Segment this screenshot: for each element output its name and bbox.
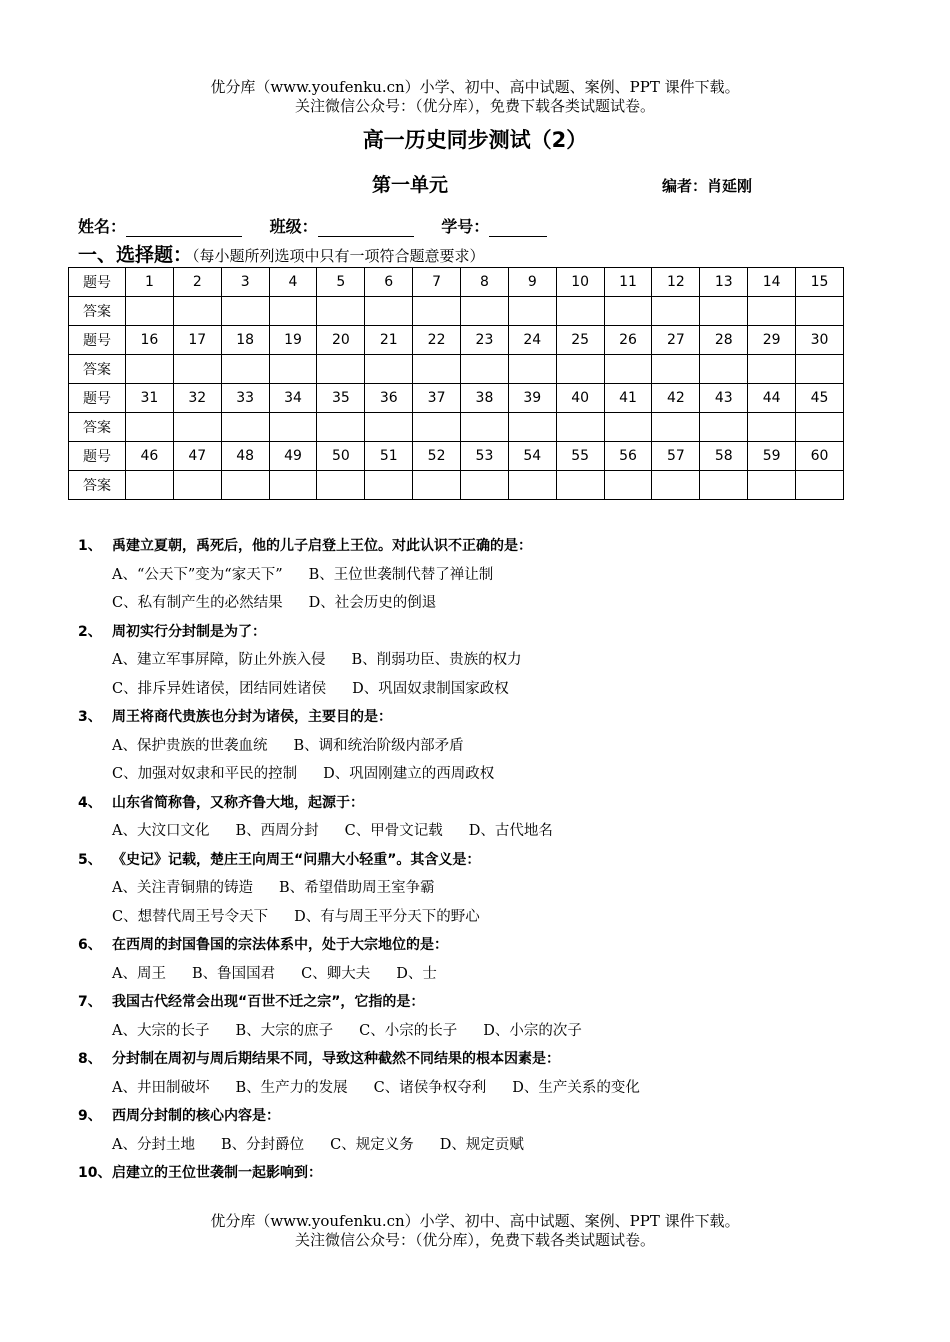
grid-question-number: 19 bbox=[269, 326, 317, 355]
grid-question-number: 41 bbox=[604, 384, 652, 413]
grid-answer-cell[interactable] bbox=[221, 413, 269, 442]
answer-option: C、诸侯争权夺利 bbox=[373, 1079, 487, 1096]
answer-option: B、削弱功臣、贵族的权力 bbox=[351, 652, 522, 668]
id-label: 学号： bbox=[441, 217, 490, 236]
answer-option: A、大汶口文化 bbox=[112, 823, 210, 839]
answer-option: A、关注青铜鼎的铸造 bbox=[112, 880, 253, 896]
grid-question-number: 54 bbox=[508, 442, 556, 471]
header-line-2: 关注微信公众号：（优分库），免费下载各类试题试卷。 bbox=[294, 97, 655, 115]
grid-answer-cell[interactable] bbox=[461, 355, 509, 384]
answer-option: D、巩固刚建立的西周政权 bbox=[323, 766, 495, 782]
grid-answer-cell[interactable] bbox=[413, 355, 461, 384]
answer-option: B、鲁国国君 bbox=[191, 965, 276, 982]
question-text: 在西周的封国鲁国的宗法体系中，处于大宗地位的是： bbox=[112, 937, 448, 953]
grid-question-number: 18 bbox=[221, 326, 269, 355]
grid-question-number: 5 bbox=[317, 268, 365, 297]
grid-question-number: 29 bbox=[748, 326, 796, 355]
answer-option: B、生产力的发展 bbox=[235, 1079, 348, 1096]
question-text: 启建立的王位世袭制一起影响到： bbox=[112, 1165, 322, 1181]
grid-answer-cell[interactable] bbox=[221, 297, 269, 326]
answer-option: D、社会历史的倒退 bbox=[308, 595, 437, 611]
option-line bbox=[78, 960, 878, 989]
grid-question-number: 25 bbox=[556, 326, 604, 355]
question-text: 周王将商代贵族也分封为诸侯，主要目的是： bbox=[112, 709, 392, 725]
grid-answer-cell[interactable] bbox=[221, 471, 269, 500]
grid-answer-cell[interactable] bbox=[269, 297, 317, 326]
grid-question-number: 49 bbox=[269, 442, 317, 471]
question-list bbox=[78, 532, 878, 1188]
grid-question-number: 45 bbox=[796, 384, 844, 413]
answer-option: D、士 bbox=[396, 965, 437, 982]
option-line bbox=[78, 589, 878, 618]
answer-option: A、大宗的长子 bbox=[112, 1022, 210, 1039]
grid-answer-cell[interactable] bbox=[365, 413, 413, 442]
option-line bbox=[78, 1017, 878, 1046]
grid-answer-cell[interactable] bbox=[604, 355, 652, 384]
grid-answer-cell[interactable] bbox=[652, 471, 700, 500]
grid-answer-cell[interactable] bbox=[508, 297, 556, 326]
grid-answer-cell[interactable] bbox=[748, 413, 796, 442]
answer-grid bbox=[68, 267, 844, 500]
grid-question-number: 14 bbox=[748, 268, 796, 297]
question-stem bbox=[78, 532, 878, 561]
author-line: 编者：肖延刚 bbox=[662, 177, 753, 195]
grid-question-number: 6 bbox=[365, 268, 413, 297]
grid-question-number: 44 bbox=[748, 384, 796, 413]
question-number: 1、 bbox=[78, 538, 102, 554]
grid-question-number: 50 bbox=[317, 442, 365, 471]
answer-option: D、小宗的次子 bbox=[483, 1022, 582, 1039]
grid-number-row bbox=[69, 268, 844, 297]
grid-answer-label: 答案 bbox=[69, 355, 126, 384]
answer-option: C、小宗的长子 bbox=[359, 1022, 458, 1039]
question-number: 5、 bbox=[78, 851, 102, 868]
answer-option: D、古代地名 bbox=[468, 823, 553, 839]
option-line bbox=[78, 646, 878, 675]
footer-line-2: 关注微信公众号：（优分库），免费下载各类试题试卷。 bbox=[294, 1231, 655, 1249]
grid-question-number: 35 bbox=[317, 384, 365, 413]
option-line bbox=[78, 903, 878, 932]
grid-answer-cell[interactable] bbox=[269, 471, 317, 500]
grid-answer-cell[interactable] bbox=[556, 413, 604, 442]
grid-question-number: 30 bbox=[796, 326, 844, 355]
grid-question-number: 43 bbox=[700, 384, 748, 413]
grid-question-number: 23 bbox=[461, 326, 509, 355]
answer-option: C、规定义务 bbox=[330, 1136, 414, 1153]
option-line bbox=[78, 1074, 878, 1103]
answer-option: A、“公天下”变为“家天下” bbox=[112, 566, 283, 583]
answer-option: C、加强对奴隶和平民的控制 bbox=[112, 766, 298, 782]
grid-question-number: 37 bbox=[413, 384, 461, 413]
grid-answer-cell[interactable] bbox=[317, 355, 365, 384]
grid-question-number: 27 bbox=[652, 326, 700, 355]
grid-answer-label: 答案 bbox=[69, 471, 126, 500]
grid-question-number: 4 bbox=[269, 268, 317, 297]
grid-answer-cell[interactable] bbox=[796, 355, 844, 384]
question-stem bbox=[78, 988, 878, 1017]
answer-option: B、王位世袭制代替了禅让制 bbox=[308, 566, 494, 583]
answer-option: A、保护贵族的世袭血统 bbox=[112, 737, 268, 754]
grid-answer-cell[interactable] bbox=[413, 471, 461, 500]
option-line bbox=[78, 561, 878, 590]
answer-option: D、巩固奴隶制国家政权 bbox=[352, 680, 509, 697]
question-stem bbox=[78, 846, 878, 875]
grid-answer-cell[interactable] bbox=[556, 471, 604, 500]
grid-answer-row bbox=[69, 471, 844, 500]
grid-question-number: 8 bbox=[461, 268, 509, 297]
grid-question-number: 11 bbox=[604, 268, 652, 297]
grid-answer-cell[interactable] bbox=[700, 471, 748, 500]
footer-line-1: 优分库（www.youfenku.cn）小学、初中、高中试题、案例、PPT 课件下载。 bbox=[210, 1212, 740, 1230]
question-text: 《史记》记载，楚庄王向周王“问鼎大小轻重”。其含义是： bbox=[112, 851, 481, 868]
grid-answer-cell[interactable] bbox=[748, 297, 796, 326]
grid-question-number: 3 bbox=[221, 268, 269, 297]
grid-answer-cell[interactable] bbox=[461, 471, 509, 500]
answer-option: B、希望借助周王室争霸 bbox=[278, 880, 435, 896]
grid-question-number: 31 bbox=[126, 384, 174, 413]
grid-question-number: 32 bbox=[173, 384, 221, 413]
answer-option: C、想替代周王号令天下 bbox=[112, 908, 269, 925]
grid-number-row bbox=[69, 326, 844, 355]
grid-question-number: 15 bbox=[796, 268, 844, 297]
class-field[interactable] bbox=[318, 220, 414, 237]
grid-answer-cell[interactable] bbox=[173, 471, 221, 500]
question-number: 4、 bbox=[78, 794, 102, 811]
grid-answer-cell[interactable] bbox=[126, 297, 174, 326]
grid-answer-cell[interactable] bbox=[700, 413, 748, 442]
grid-question-number: 33 bbox=[221, 384, 269, 413]
grid-answer-cell[interactable] bbox=[748, 471, 796, 500]
grid-answer-row bbox=[69, 355, 844, 384]
grid-question-number: 1 bbox=[126, 268, 174, 297]
question-number: 8、 bbox=[78, 1051, 102, 1067]
grid-question-number: 59 bbox=[748, 442, 796, 471]
question-stem bbox=[78, 1102, 878, 1131]
grid-answer-cell[interactable] bbox=[126, 413, 174, 442]
grid-question-number: 28 bbox=[700, 326, 748, 355]
header-line-1: 优分库（www.youfenku.cn）小学、初中、高中试题、案例、PPT 课件下载。 bbox=[210, 78, 740, 96]
grid-answer-cell[interactable] bbox=[365, 471, 413, 500]
section-note: （每小题所列选项中只有一项符合题意要求） bbox=[192, 247, 485, 265]
grid-question-number: 10 bbox=[556, 268, 604, 297]
grid-question-number: 17 bbox=[173, 326, 221, 355]
grid-answer-label: 答案 bbox=[69, 297, 126, 326]
answer-option: D、规定贡赋 bbox=[439, 1136, 524, 1153]
grid-question-number: 52 bbox=[413, 442, 461, 471]
section-heading bbox=[78, 240, 485, 267]
option-line bbox=[78, 732, 878, 761]
grid-question-number: 2 bbox=[173, 268, 221, 297]
question-text: 分封制在周初与周后期结果不同，导致这种截然不同结果的根本因素是： bbox=[112, 1051, 560, 1067]
grid-answer-cell[interactable] bbox=[317, 413, 365, 442]
grid-answer-cell[interactable] bbox=[126, 355, 174, 384]
option-line bbox=[78, 675, 878, 704]
question-stem bbox=[78, 1045, 878, 1074]
grid-answer-cell[interactable] bbox=[173, 413, 221, 442]
grid-answer-cell[interactable] bbox=[365, 297, 413, 326]
grid-answer-cell[interactable] bbox=[173, 297, 221, 326]
grid-answer-cell[interactable] bbox=[556, 355, 604, 384]
grid-question-number: 34 bbox=[269, 384, 317, 413]
answer-option: A、分封土地 bbox=[112, 1136, 195, 1153]
option-line bbox=[78, 1131, 878, 1160]
answer-option: C、私有制产生的必然结果 bbox=[112, 595, 283, 611]
option-line bbox=[78, 760, 878, 789]
answer-option: A、周王 bbox=[112, 965, 166, 982]
grid-answer-cell[interactable] bbox=[700, 297, 748, 326]
top-watermark-header bbox=[0, 78, 950, 116]
answer-option: A、建立军事屏障，防止外族入侵 bbox=[112, 652, 326, 668]
option-line bbox=[78, 874, 878, 903]
grid-answer-row bbox=[69, 413, 844, 442]
grid-answer-cell[interactable] bbox=[604, 413, 652, 442]
grid-question-number: 40 bbox=[556, 384, 604, 413]
answer-option: A、井田制破坏 bbox=[112, 1079, 210, 1096]
grid-answer-cell[interactable] bbox=[556, 297, 604, 326]
grid-question-number: 24 bbox=[508, 326, 556, 355]
grid-number-label: 题号 bbox=[69, 442, 126, 471]
question-number: 9、 bbox=[78, 1108, 102, 1124]
unit-heading: 第一单元 bbox=[372, 174, 449, 196]
grid-question-number: 26 bbox=[604, 326, 652, 355]
bottom-watermark-footer bbox=[0, 1212, 950, 1250]
grid-question-number: 39 bbox=[508, 384, 556, 413]
grid-question-number: 12 bbox=[652, 268, 700, 297]
grid-question-number: 58 bbox=[700, 442, 748, 471]
grid-question-number: 51 bbox=[365, 442, 413, 471]
name-field[interactable] bbox=[126, 220, 242, 237]
grid-answer-label: 答案 bbox=[69, 413, 126, 442]
question-number: 10、 bbox=[78, 1165, 112, 1181]
grid-answer-cell[interactable] bbox=[365, 355, 413, 384]
grid-answer-cell[interactable] bbox=[748, 355, 796, 384]
student-info bbox=[78, 214, 569, 237]
grid-question-number: 56 bbox=[604, 442, 652, 471]
grid-answer-cell[interactable] bbox=[796, 471, 844, 500]
grid-answer-cell[interactable] bbox=[173, 355, 221, 384]
grid-question-number: 36 bbox=[365, 384, 413, 413]
question-text: 我国古代经常会出现“百世不迁之宗”，它指的是： bbox=[112, 994, 425, 1010]
grid-answer-cell[interactable] bbox=[269, 355, 317, 384]
question-text: 禹建立夏朝，禹死后，他的儿子启登上王位。对此认识不正确的是： bbox=[112, 538, 532, 554]
question-number: 2、 bbox=[78, 623, 102, 640]
question-text: 西周分封制的核心内容是： bbox=[112, 1108, 280, 1124]
grid-answer-cell[interactable] bbox=[652, 413, 700, 442]
grid-question-number: 53 bbox=[461, 442, 509, 471]
grid-answer-cell[interactable] bbox=[126, 471, 174, 500]
answer-option: B、分封爵位 bbox=[220, 1136, 305, 1153]
answer-option: B、大宗的庶子 bbox=[235, 1022, 334, 1039]
grid-answer-cell[interactable] bbox=[508, 471, 556, 500]
grid-answer-cell[interactable] bbox=[652, 297, 700, 326]
grid-question-number: 13 bbox=[700, 268, 748, 297]
question-stem bbox=[78, 789, 878, 818]
grid-answer-cell[interactable] bbox=[317, 297, 365, 326]
grid-answer-cell[interactable] bbox=[796, 413, 844, 442]
grid-answer-cell[interactable] bbox=[461, 297, 509, 326]
grid-answer-cell[interactable] bbox=[604, 297, 652, 326]
question-stem bbox=[78, 1159, 878, 1188]
name-label: 姓名： bbox=[78, 217, 127, 236]
grid-number-row bbox=[69, 442, 844, 471]
grid-answer-cell[interactable] bbox=[221, 355, 269, 384]
grid-question-number: 47 bbox=[173, 442, 221, 471]
grid-answer-cell[interactable] bbox=[796, 297, 844, 326]
grid-question-number: 16 bbox=[126, 326, 174, 355]
question-text: 周初实行分封制是为了： bbox=[112, 623, 266, 640]
grid-question-number: 42 bbox=[652, 384, 700, 413]
question-stem bbox=[78, 618, 878, 647]
question-number: 7、 bbox=[78, 994, 102, 1010]
grid-question-number: 9 bbox=[508, 268, 556, 297]
question-stem bbox=[78, 931, 878, 960]
grid-number-row bbox=[69, 384, 844, 413]
answer-option: C、甲骨文记载 bbox=[344, 823, 443, 839]
answer-option: D、生产关系的变化 bbox=[512, 1079, 640, 1096]
grid-answer-cell[interactable] bbox=[508, 413, 556, 442]
grid-question-number: 21 bbox=[365, 326, 413, 355]
grid-number-label: 题号 bbox=[69, 384, 126, 413]
answer-option: C、排斥异姓诸侯，团结同姓诸侯 bbox=[112, 680, 327, 697]
grid-question-number: 7 bbox=[413, 268, 461, 297]
grid-answer-cell[interactable] bbox=[413, 297, 461, 326]
grid-question-number: 22 bbox=[413, 326, 461, 355]
question-stem bbox=[78, 703, 878, 732]
question-number: 6、 bbox=[78, 937, 102, 953]
grid-question-number: 48 bbox=[221, 442, 269, 471]
grid-answer-cell[interactable] bbox=[508, 355, 556, 384]
grid-answer-cell[interactable] bbox=[700, 355, 748, 384]
page-title: 高一历史同步测试（2） bbox=[362, 128, 588, 152]
section-title: 一、选择题： bbox=[78, 244, 193, 266]
grid-question-number: 60 bbox=[796, 442, 844, 471]
question-text: 山东省简称鲁，又称齐鲁大地，起源于： bbox=[112, 794, 364, 811]
answer-option: B、调和统治阶级内部矛盾 bbox=[293, 737, 464, 754]
grid-number-label: 题号 bbox=[69, 268, 126, 297]
grid-answer-cell[interactable] bbox=[461, 413, 509, 442]
grid-number-label: 题号 bbox=[69, 326, 126, 355]
answer-option: D、有与周王平分天下的野心 bbox=[294, 908, 480, 925]
answer-option: C、卿大夫 bbox=[301, 965, 371, 982]
class-label: 班级： bbox=[269, 217, 318, 236]
answer-option: B、西周分封 bbox=[235, 823, 319, 839]
option-line bbox=[78, 817, 878, 846]
student-id-field[interactable] bbox=[489, 220, 547, 237]
grid-answer-cell[interactable] bbox=[413, 413, 461, 442]
grid-answer-row bbox=[69, 297, 844, 326]
grid-question-number: 20 bbox=[317, 326, 365, 355]
question-number: 3、 bbox=[78, 709, 102, 725]
grid-answer-cell[interactable] bbox=[604, 471, 652, 500]
grid-answer-cell[interactable] bbox=[317, 471, 365, 500]
grid-answer-cell[interactable] bbox=[269, 413, 317, 442]
grid-question-number: 55 bbox=[556, 442, 604, 471]
grid-answer-cell[interactable] bbox=[652, 355, 700, 384]
grid-question-number: 38 bbox=[461, 384, 509, 413]
grid-question-number: 46 bbox=[126, 442, 174, 471]
grid-question-number: 57 bbox=[652, 442, 700, 471]
